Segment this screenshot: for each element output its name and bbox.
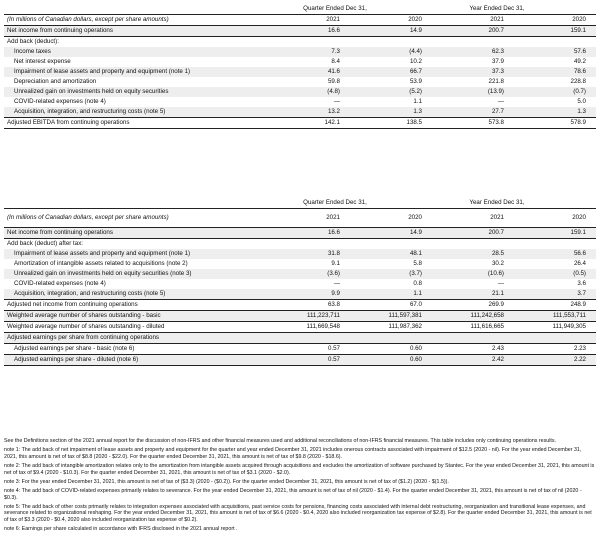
cell-value: — (497, 280, 504, 287)
cell-value: 138.5 (406, 119, 422, 126)
cell-value: 27.7 (491, 108, 504, 115)
cell-value: 56.6 (573, 250, 586, 257)
footnote: note 3: For the year ended December 31, 2021, this amount is net of tax of ($3.3) (2020 - ($0.2)). For the quarter ended December 31, 2021, this amount is net of tax of ($1.2) (2020 - $(1.5)). (4, 478, 449, 485)
cell-value: (10.6) (487, 270, 504, 277)
cell-value: (0.5) (573, 270, 586, 277)
table-row (4, 249, 596, 259)
cell-value: 37.3 (491, 68, 504, 75)
row-label: Impairment of lease assets and property and equipment (note 1) (14, 250, 191, 257)
cell-value: 159.1 (570, 229, 586, 236)
row-label: Acquisition, integration, and restructuring costs (note 5) (14, 290, 166, 297)
footnote: note 2: The add back of intangible amortization relates only to the amortization from intangible assets acquired through acquisitions and excludes the amortization of software purchased by Stantec. For the year ended December 31, 2021, this amount is net of tax of $9.4 (2020 - $10.3). For the quarter ended December 31, 2021, this amount is net of tax of $3.1 (2020 - $2.0). (4, 462, 595, 476)
cell-value: 0.57 (327, 356, 340, 363)
cell-value: 0.60 (409, 356, 422, 363)
row-label: Add back (deduct) after tax: (7, 240, 84, 247)
row-label: Income taxes (14, 48, 51, 55)
cell-value: 573.8 (488, 119, 504, 126)
cell-value: 3.6 (577, 280, 586, 287)
cell-value: 228.8 (570, 78, 586, 85)
col-year: 2021 (326, 214, 340, 221)
cell-value: 221.8 (488, 78, 504, 85)
col-year: 2020 (408, 214, 422, 221)
footnote: note 6: Earnings per share calculated in accordance with IFRS disclosed in the 2021 annual report . (4, 526, 238, 533)
cell-value: 159.1 (570, 27, 586, 34)
table-row (4, 118, 596, 129)
cell-value: 14.9 (409, 27, 422, 34)
cell-value: 1.1 (413, 98, 422, 105)
cell-value: 1.3 (413, 108, 422, 115)
row-label: Depreciation and amortization (14, 78, 97, 85)
cell-value: (4.8) (327, 88, 340, 95)
table-row (4, 57, 596, 67)
cell-value: (13.9) (487, 88, 504, 95)
cell-value: 111,597,381 (388, 312, 422, 319)
footnotes (4, 438, 596, 535)
row-label: Unrealized gain on investments held on equity securities (14, 88, 169, 95)
row-label: Adjusted net income from continuing operations (7, 301, 138, 308)
cell-value: 66.7 (409, 68, 422, 75)
cell-value: 111,223,711 (306, 312, 340, 319)
cell-value: 57.6 (573, 48, 586, 55)
cell-value: 111,949,305 (552, 323, 586, 330)
row-label: Adjusted earnings per share - basic (note 6) (14, 345, 135, 352)
cell-value: 62.3 (491, 48, 504, 55)
cell-value: 111,669,548 (306, 323, 340, 330)
row-label: Adjusted earnings per share from continuing operations (7, 334, 160, 341)
table-row (4, 300, 596, 311)
row-label: Impairment of lease assets and property and equipment (note 1) (14, 68, 191, 75)
cell-value: 111,553,711 (552, 312, 586, 319)
cell-value: 26.4 (573, 260, 586, 267)
table-column-header (4, 14, 596, 25)
table-row (4, 311, 596, 322)
footnote: note 4: The add back of COVID-related expenses primarily relates to severance. For the year ended December 31, 2021, this amount is net of tax of nil (2020 - $1.4). For the quarter ended December 31, 2021, this amount is net of tax of nil (2020 - $0.3). (4, 487, 582, 501)
cell-value: 248.9 (570, 301, 586, 308)
cell-value: 0.60 (409, 345, 422, 352)
units-label: (In millions of Canadian dollars, except per share amounts) (7, 16, 169, 23)
col-year: 2020 (408, 16, 422, 23)
table-row (4, 77, 596, 87)
table-row (4, 289, 596, 300)
table-row (4, 279, 596, 289)
cell-value: 2.22 (573, 356, 586, 363)
cell-value: 59.8 (327, 78, 340, 85)
table-row (4, 47, 596, 57)
cell-value: 578.9 (570, 119, 586, 126)
group-header-quarter: Quarter Ended Dec 31, (303, 5, 367, 12)
table-row (4, 355, 596, 366)
ebitda-table (4, 4, 596, 129)
cell-value: 111,616,665 (470, 323, 504, 330)
col-year: 2020 (572, 16, 586, 23)
cell-value: 67.0 (409, 301, 422, 308)
cell-value: 142.1 (324, 119, 340, 126)
cell-value: 14.9 (409, 229, 422, 236)
cell-value: 2.23 (573, 345, 586, 352)
table-row (4, 107, 596, 118)
col-year: 2021 (326, 16, 340, 23)
table-group-header (4, 198, 596, 208)
cell-value: 0.8 (413, 280, 422, 287)
table-row (4, 228, 596, 239)
group-header-quarter: Quarter Ended Dec 31, (303, 199, 367, 206)
cell-value: 5.8 (413, 260, 422, 267)
table-row (4, 322, 596, 333)
adjusted-net-income-table (4, 198, 596, 366)
cell-value: 41.6 (327, 68, 340, 75)
cell-value: 78.6 (573, 68, 586, 75)
cell-value: 3.7 (577, 290, 586, 297)
table-group-header (4, 4, 596, 14)
row-label: Weighted average number of shares outstanding - diluted (7, 323, 165, 330)
cell-value: 10.2 (409, 58, 422, 65)
cell-value: 48.1 (409, 250, 422, 257)
cell-value: (3.7) (409, 270, 422, 277)
table-row (4, 67, 596, 77)
cell-value: 2.43 (491, 345, 504, 352)
cell-value: 200.7 (488, 229, 504, 236)
footnote: note 1: The add back of net impairment of lease assets and property and equipment for the quarter and year ended December 31, 2021 includes onerous contracts associated with impairment of $12.5 (2020 - nil). For the year ended December 31, 2021, this amount is net of tax of $8.8 (2020 - $22.0). For the quarter ended December 31, 2021, this amount is net of tax of $9.8 (2020 - $18.6). (4, 447, 582, 460)
cell-value: 9.1 (331, 260, 340, 267)
row-label: Unrealized gain on investments held on equity securities (note 3) (14, 270, 192, 277)
cell-value: 28.5 (491, 250, 504, 257)
cell-value: 49.2 (573, 58, 586, 65)
cell-value: 16.6 (327, 229, 340, 236)
row-label: Net interest expense (14, 58, 71, 65)
cell-value: 13.2 (327, 108, 340, 115)
table-row (4, 97, 596, 107)
cell-value: (3.6) (327, 270, 340, 277)
units-label: (In millions of Canadian dollars, except per share amounts) (7, 214, 169, 221)
cell-value: 2.42 (491, 356, 504, 363)
cell-value: 269.9 (488, 301, 504, 308)
cell-value: 53.9 (409, 78, 422, 85)
cell-value: 1.1 (413, 290, 422, 297)
cell-value: 21.1 (491, 290, 504, 297)
table-row (4, 239, 596, 249)
col-year: 2021 (490, 214, 504, 221)
footnote: See the Definitions section of the 2021 annual report for the discussion of non-IFRS and other financial measures used and additional reconciliations of non-IFRS financial measures. This table includes only continuing operations results. (4, 438, 556, 444)
row-label: Net income from continuing operations (7, 229, 113, 236)
col-year: 2020 (572, 214, 586, 221)
table-row (4, 37, 596, 47)
cell-value: 5.0 (577, 98, 586, 105)
row-label: Net income from continuing operations (7, 27, 113, 34)
cell-value: (0.7) (573, 88, 586, 95)
cell-value: 111,242,658 (470, 312, 504, 319)
cell-value: 16.6 (327, 27, 340, 34)
group-header-year: Year Ended Dec 31, (469, 5, 525, 12)
cell-value: 63.8 (327, 301, 340, 308)
col-year: 2021 (490, 16, 504, 23)
cell-value: (4.4) (409, 48, 422, 55)
row-label: Acquisition, integration, and restructuring costs (note 5) (14, 108, 166, 115)
cell-value: — (333, 280, 340, 287)
row-label: COVID-related expenses (note 4) (14, 98, 106, 105)
group-header-year: Year Ended Dec 31, (469, 199, 525, 206)
cell-value: 30.2 (491, 260, 504, 267)
cell-value: (5.2) (409, 88, 422, 95)
table-row (4, 26, 596, 37)
row-label: Weighted average number of shares outstanding - basic (7, 312, 161, 319)
cell-value: — (497, 98, 504, 105)
table-row (4, 259, 596, 269)
cell-value: 111,987,362 (388, 323, 422, 330)
cell-value: 37.9 (491, 58, 504, 65)
row-label: Adjusted EBITDA from continuing operations (7, 119, 130, 126)
cell-value: 1.3 (577, 108, 586, 115)
cell-value: 8.4 (331, 58, 340, 65)
cell-value: 0.57 (327, 345, 340, 352)
row-label: Add back (deduct): (7, 38, 59, 45)
table-column-header (4, 208, 596, 227)
table-row (4, 344, 596, 355)
cell-value: 31.8 (327, 250, 340, 257)
table-row (4, 269, 596, 279)
row-label: Adjusted earnings per share - diluted (note 6) (14, 356, 139, 363)
row-label: COVID-related expenses (note 4) (14, 280, 106, 287)
cell-value: 200.7 (488, 27, 504, 34)
cell-value: 9.9 (331, 290, 340, 297)
footnote: note 5: The add back of other costs primarily relates to integration expenses associated with acquisitions, past service costs for pensions, financing costs associated with internal debt restructuring, reorganization and transitional lease expenses, and severance related to organizational reshaping. For the year ended December 31, 2021, this amount is net of tax of $6.6 (2020 - $0.4, 2020 also included reorganization tax expense of $2.8). For the quarter ended December 31, 2021, this amount is net of tax of $3.3 (2020 - $0.4, 2020 also included reorganization tax expense of $0.2). (4, 503, 592, 523)
table-row (4, 333, 596, 344)
row-label: Amortization of intangible assets related to acquisitions (note 2) (14, 260, 188, 267)
table-row (4, 87, 596, 97)
cell-value: — (333, 98, 340, 105)
cell-value: 7.3 (331, 48, 340, 55)
